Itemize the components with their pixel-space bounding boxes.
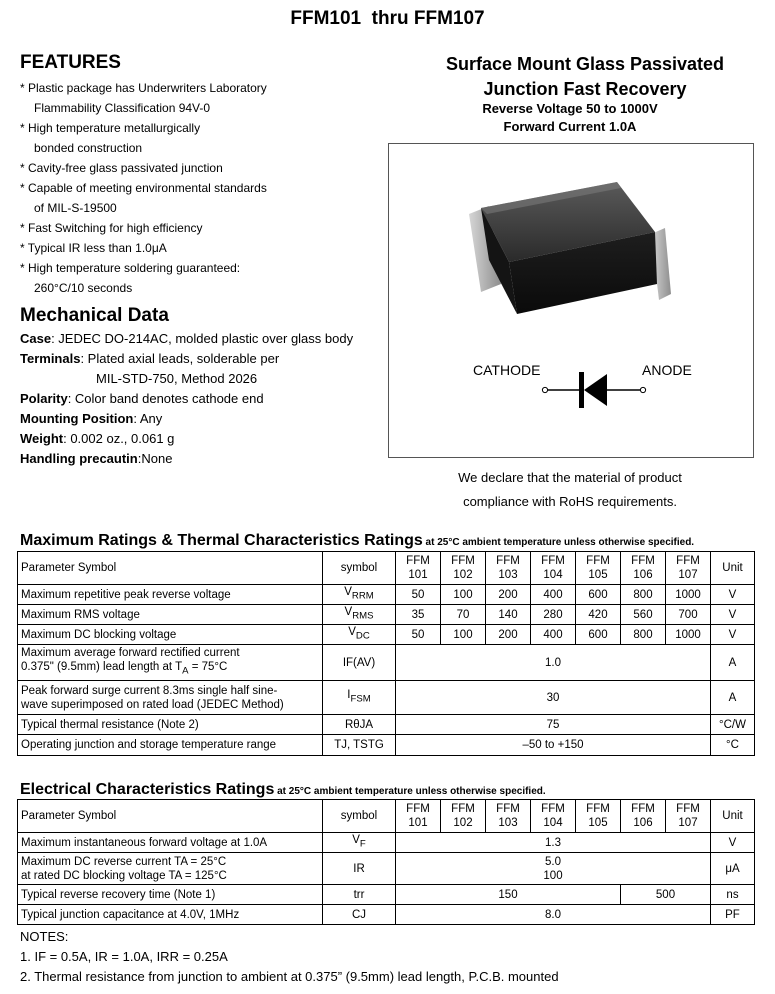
diode-symbol [542,372,645,408]
feature-item: * High temperature soldering guaranteed: 260°C/10 seconds [20,261,241,295]
notes [20,927,559,987]
feature-item: * High temperature metallurgically bonded construction [20,121,201,155]
rohs-statement: We declare that the material of product compliance with RoHS requirements. [458,470,682,509]
anode-label: ANODE [642,362,692,378]
component-illustration [389,144,753,457]
product-title-line1: Surface Mount Glass Passivated [445,54,725,74]
mech-mounting: Mounting Position: Any [20,411,163,426]
max-ratings-table [17,551,755,756]
forward-current: Forward Current 1.0A [503,119,637,134]
mech-weight: Weight: 0.002 oz., 0.061 g [20,431,175,446]
table-row: Typical junction capacitance at 4.0V, 1MHz CJ 8.0 PF [18,905,755,925]
page-title: FFM101 thru FFM107 [290,8,485,29]
table-row: Operating junction and storage temperature range TJ, TSTG –50 to +150 °C [18,735,755,756]
note-1: 1. IF = 0.5A, IR = 1.0A, IRR = 0.25A [20,949,228,964]
product-title-line2: Junction Fast Recovery [483,79,687,99]
mech-case: Case: JEDEC DO-214AC, molded plastic over glass body [20,331,354,346]
feature-item: * Plastic package has Underwriters Laboratory Flammability Classification 94V-0 [20,81,267,115]
mechanical-heading: Mechanical Data [20,305,169,326]
table-header-row: Parameter Symbol symbol FFM 101 FFM 102 FFM 103 FFM 104 FFM 105 FFM 106 FFM 107 Unit [18,800,755,833]
mechanical-list [20,329,353,469]
mech-terminals: Terminals: Plated axial leads, solderable per MIL-STD-750, Method 2026 [20,351,280,386]
table-row: Maximum DC blocking voltage $V_{DC}$ 50 100 200 400 600 800 1000 V [18,625,755,645]
mech-polarity: Polarity: Color band denotes cathode end [20,391,264,406]
smd-package [469,182,671,314]
notes-heading: NOTES: [20,929,69,944]
features-list [20,78,267,298]
table-row: Maximum instantaneous forward voltage at 1.0A $V_F$ 1.3 V [18,833,755,853]
note-2: 2. Thermal resistance from junction to ambient at 0.375” (9.5mm) lead length, P.C.B. mounted [20,969,559,984]
table-row: Peak forward surge current 8.3ms single half sine- wave superimposed on rated load (JEDEC Method) $I_{FSM}$ 30 A [18,681,755,715]
feature-item: * Capable of meeting environmental standards of MIL-S-19500 [20,181,267,215]
table-row: Typical thermal resistance (Note 2) RθJA 75 °C/W [18,715,755,735]
reverse-voltage: Reverse Voltage 50 to 1000V [482,101,658,116]
electrical-table [17,799,755,925]
component-image-box [388,143,754,458]
mech-handling: Handling precautin:None [20,451,173,466]
electrical-heading: Electrical Characteristics Ratings at 25°C ambient temperature unless otherwise specified. [20,781,546,798]
table-row: Maximum average forward rectified current 0.375" (9.5mm) lead length at $T_A = 75^\circ C$ IF(AV) 1.0 A [18,645,755,681]
table-row: Maximum DC reverse current TA = 25°C at rated DC blocking voltage TA = 125°C IR 5.0 100 μA [18,853,755,885]
max-ratings-heading: Maximum Ratings & Thermal Characteristics Ratings at 25°C ambient temperature unless otherwise specified. [20,532,695,549]
table-row: Maximum repetitive peak reverse voltage $V_{RRM}$ 50 100 200 400 600 800 1000 V [18,585,755,605]
feature-item: * Fast Switching for high efficiency [20,221,203,235]
table-header-row: Parameter Symbol symbol FFM 101 FFM 102 FFM 103 FFM 104 FFM 105 FFM 106 FFM 107 Unit [18,552,755,585]
cathode-label: CATHODE [473,362,541,378]
feature-item: * Cavity-free glass passivated junction [20,161,223,175]
features-heading: FEATURES [20,52,121,73]
table-row: Typical reverse recovery time (Note 1) trr 150 500 ns [18,885,755,905]
table-row: Maximum RMS voltage $V_{RMS}$ 35 70 140 280 420 560 700 V [18,605,755,625]
feature-item: * Typical IR less than 1.0μA [20,241,167,255]
